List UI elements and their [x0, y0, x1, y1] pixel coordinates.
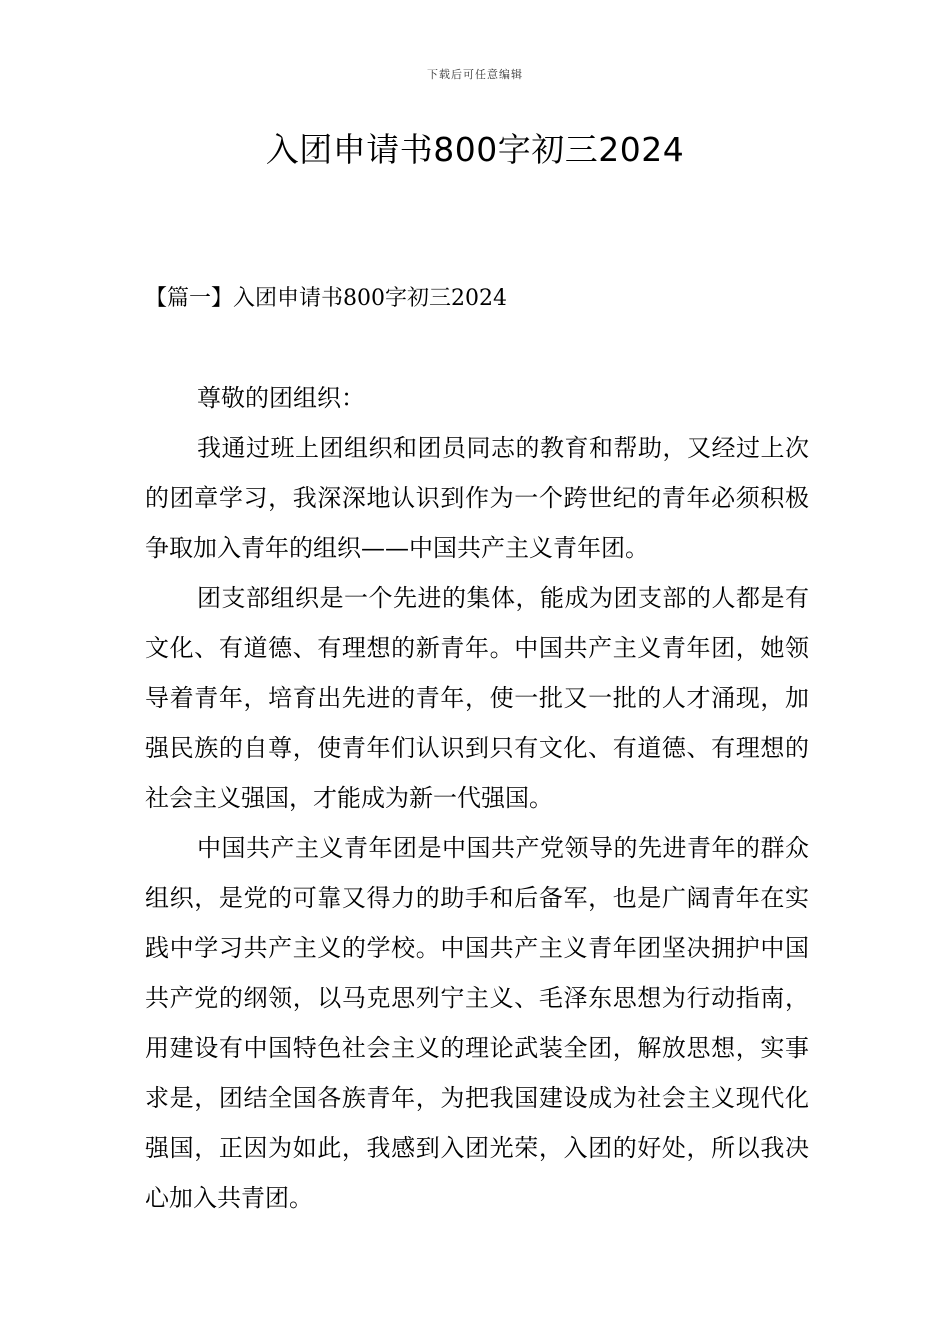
paragraph: 团支部组织是一个先进的集体，能成为团支部的人都是有文化、有道德、有理想的新青年。中国共产主义青年团，她领导着青年，培育出先进的青年，使一批又一批的人才涌现，加强民族的自尊，使青年们认识到只有文化、有道德、有理想的社会主义强国，才能成为新一代强国。 [145, 584, 809, 812]
document-title: 入团申请书800字初三2024 [265, 130, 685, 169]
body-paragraphs [145, 423, 809, 1223]
paragraph: 中国共产主义青年团是中国共产党领导的先进青年的群众组织，是党的可靠又得力的助手和后备军，也是广阔青年在实践中学习共产主义的学校。中国共产主义青年团坚决拥护中国共产党的纲领，以马克思列宁主义、毛泽东思想为行动指南，用建设有中国特色社会主义的理论武装全团，解放思想，实事求是，团结全国各族青年，为把我国建设成为社会主义现代化强国，正因为如此，我感到入团光荣，入团的好处，所以我决心加入共青团。 [145, 834, 809, 1212]
salutation: 尊敬的团组织： [197, 384, 365, 412]
section-heading: 【篇一】入团申请书800字初三2024 [145, 286, 507, 311]
header-note: 下载后可任意编辑 [427, 68, 523, 81]
paragraph: 我通过班上团组织和团员同志的教育和帮助，又经过上次的团章学习，我深深地认识到作为一个跨世纪的青年必须积极争取加入青年的组织——中国共产主义青年团。 [145, 434, 809, 562]
